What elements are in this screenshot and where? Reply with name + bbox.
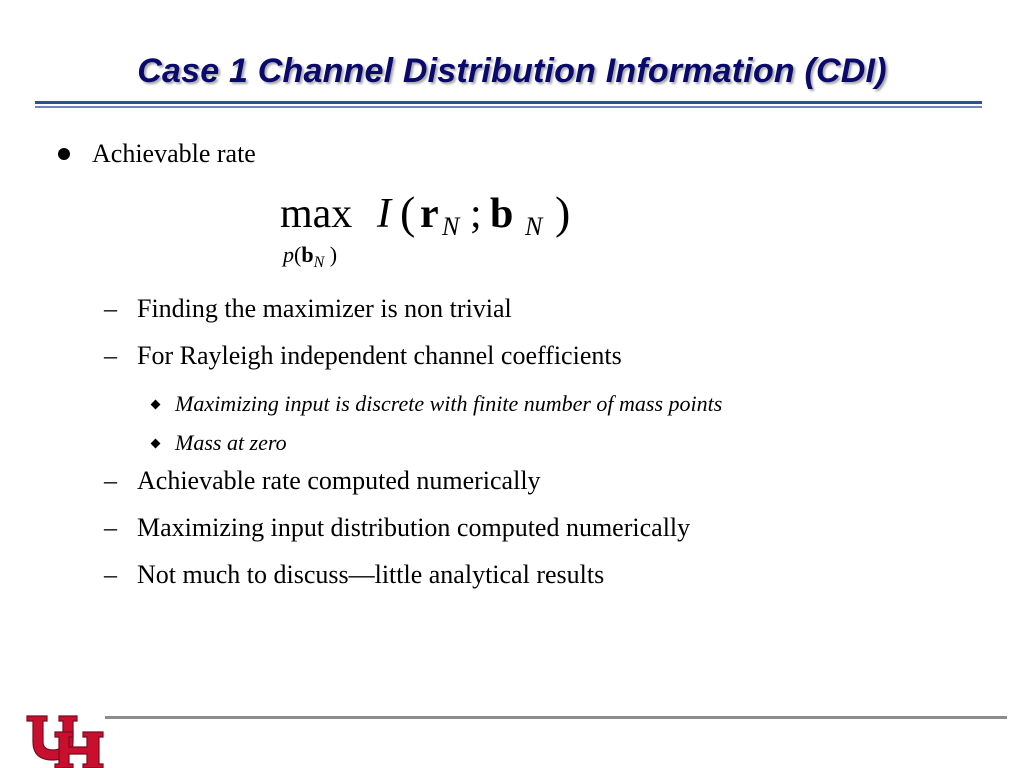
subbullet-item: Achievable rate computed numerically [137, 466, 541, 495]
formula-underscript [283, 242, 338, 271]
under-lparen: ( [294, 242, 302, 267]
dash-icon: – [104, 560, 117, 589]
title-rule-line-1 [35, 101, 982, 104]
formula-sub-N-2: N [525, 212, 543, 241]
dash-icon: – [104, 341, 117, 370]
formula-max: max [280, 191, 353, 237]
dash-icon: – [104, 294, 117, 323]
subbullet-item: Not much to discuss—little analytical results [137, 560, 605, 589]
formula-I: I [377, 191, 391, 237]
formula-r: r [420, 191, 439, 237]
subbullet-item: Finding the maximizer is non trivial [137, 294, 512, 323]
formula-b: b [490, 191, 514, 237]
diamond-bullet-icon [151, 400, 161, 410]
under-b: b [301, 242, 314, 267]
formula-sub-N-1: N [442, 212, 460, 241]
dash-icon: – [104, 513, 117, 542]
subbullet-item: Maximizing input distribution computed numerically [137, 513, 691, 542]
under-p: p [283, 242, 294, 267]
formula-lparen: ( [400, 187, 416, 238]
dash-icon: – [104, 466, 117, 495]
subsubbullet-item: Mass at zero [175, 430, 287, 455]
under-N: N [313, 254, 325, 271]
diamond-bullet-icon [151, 439, 161, 449]
title-rule-line-2 [35, 106, 982, 108]
subbullet-item: For Rayleigh independent channel coefficients [137, 341, 622, 370]
formula [280, 187, 600, 271]
under-rparen: ) [329, 242, 338, 267]
footer-rule [105, 716, 1007, 719]
formula-semicolon: ; [470, 191, 482, 237]
subsubbullet-item: Maximizing input is discrete with finite number of mass points [175, 391, 723, 416]
bullet-achievable-rate: Achievable rate [92, 139, 256, 168]
bullet-dot-icon [58, 148, 70, 160]
slide-title: Case 1 Channel Distribution Information (CDI) [137, 52, 887, 90]
uh-logo-icon [25, 712, 105, 768]
title-rule [35, 101, 982, 109]
formula-rparen: ) [555, 187, 571, 238]
